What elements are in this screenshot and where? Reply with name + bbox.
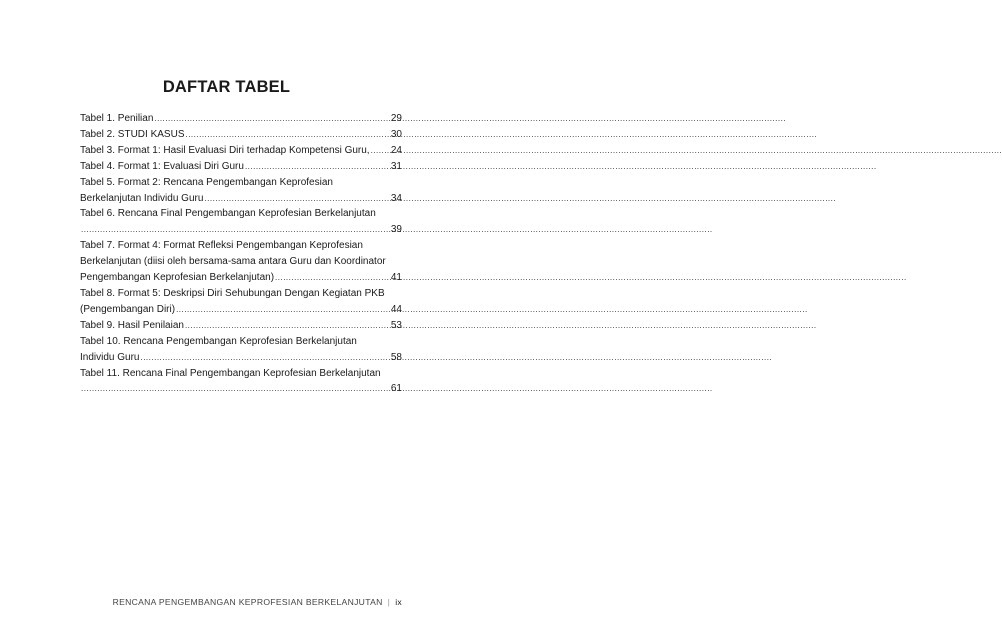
toc-entry-label: Tabel 3. Format 1: Hasil Evaluasi Diri terhadap Kompetensi Guru, [80,144,370,156]
dot-leader [140,350,389,366]
toc-entry-page: 58 [390,351,402,363]
toc-entry-page: 61 [390,383,402,395]
toc-entry[interactable] [80,143,402,159]
toc-entry-line: Tabel 7. Format 4: Format Refleksi Pengembangan Keprofesian [80,240,363,252]
toc-entry-label: (Pengembangan Diri) [80,303,176,315]
toc-entry-last-line [80,270,402,286]
toc-entry-last-line [80,222,402,238]
dot-leader [176,302,390,318]
dot-leader [371,143,390,159]
dot-leader [154,111,389,127]
toc-entry-line: Tabel 8. Format 5: Deskripsi Diri Sehubungan Dengan Kegiatan PKB [80,287,385,299]
toc-entry-last-line [80,350,402,366]
page-footer [113,597,402,607]
toc-entry-page: 31 [390,160,402,172]
toc-entry-label: Individu Guru [80,351,140,363]
toc-entry[interactable] [80,366,402,398]
toc-entry-label: Tabel 9. Hasil Penilaian [80,319,184,331]
toc-entry-label: Tabel 1. Penilian [80,113,154,124]
toc-entry[interactable] [80,206,402,238]
dot-leader [275,270,390,286]
toc-entry[interactable] [80,127,402,143]
toc-entry-page: 29 [390,113,402,124]
toc-entry[interactable] [80,159,402,175]
toc-entry-label: Tabel 4. Format 1: Evaluasi Diri Guru [80,160,244,172]
toc-entry-line: Tabel 11. Rencana Final Pengembangan Keprofesian Berkelanjutan [80,367,381,379]
toc-entry[interactable] [80,238,402,286]
footer-running-title: RENCANA PENGEMBANGAN KEPROFESIAN BERKELANJUTAN [112,597,383,607]
toc-entry-page: 39 [390,224,402,236]
toc-entry-line: Tabel 6. Rencana Final Pengembangan Keprofesian Berkelanjutan [80,208,376,220]
toc-entry-last-line [80,191,402,207]
toc-entry-page: 30 [390,128,402,140]
dot-leader [81,381,390,397]
table-of-tables [80,111,402,397]
toc-entry-page: 24 [390,144,402,156]
dot-leader [204,191,389,207]
toc-entry-label: Tabel 2. STUDI KASUS [80,128,185,140]
footer-separator: | [387,597,391,607]
toc-entry-page: 34 [390,192,402,204]
toc-entry-line: Tabel 10. Rencana Pengembangan Keprofesian Berkelanjutan [80,335,357,347]
dot-leader [185,318,390,334]
toc-entry-label: Berkelanjutan Individu Guru [80,192,204,204]
dot-leader [245,159,390,175]
dot-leader [81,222,390,238]
toc-entry[interactable] [80,286,402,318]
toc-entry[interactable] [80,175,402,207]
dot-leader [185,127,389,143]
footer-page-number: ix [395,597,402,607]
toc-entry-page: 44 [390,303,402,315]
toc-entry-line: Berkelanjutan (diisi oleh bersama-sama antara Guru dan Koordinator [80,256,386,268]
toc-entry-page: 53 [390,319,402,331]
toc-entry-last-line [80,381,402,397]
document-page [0,0,453,640]
toc-entry-last-line [80,302,402,318]
toc-entry[interactable] [80,318,402,334]
toc-entry-page: 41 [390,272,402,284]
page-title: DAFTAR TABEL [162,78,291,96]
toc-entry-label: Pengembangan Keprofesian Berkelanjutan) [80,272,275,284]
toc-entry[interactable] [80,334,402,366]
toc-entry[interactable] [80,111,402,127]
toc-entry-line: Tabel 5. Format 2: Rencana Pengembangan Keprofesian [80,176,333,188]
